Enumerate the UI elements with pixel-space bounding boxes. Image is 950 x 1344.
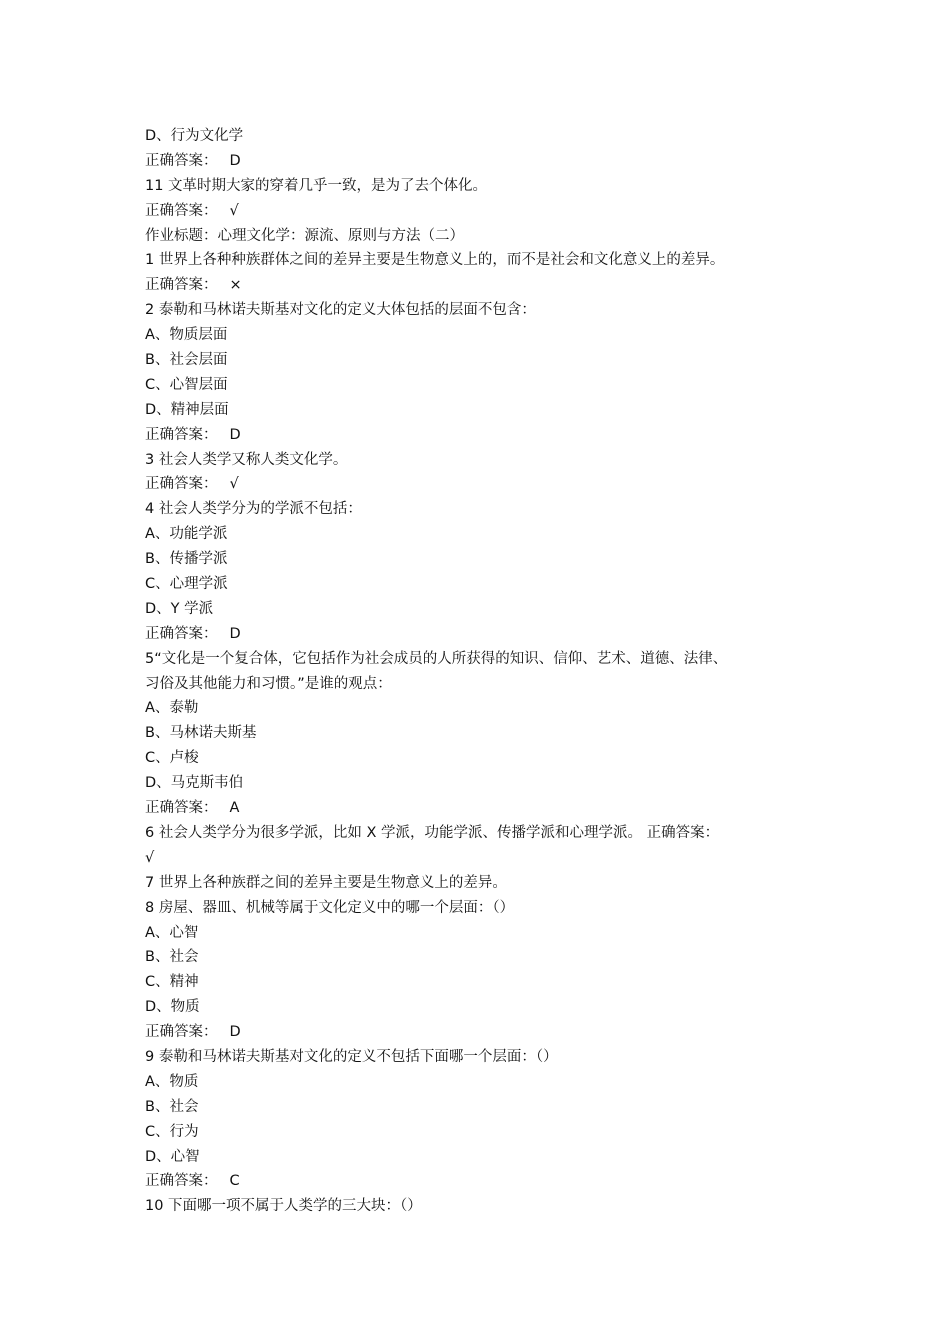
answer-value: C [229, 1173, 240, 1190]
answer-label: 正确答案： [145, 426, 218, 443]
text-line: 作业标题：心理文化学：源流、原则与方法（二） [145, 227, 464, 244]
text-line: A、泰勒 [145, 700, 199, 717]
text-line: 8 房屋、器皿、机械等属于文化定义中的哪一个层面：（） [145, 899, 515, 916]
text-line: C、行为 [145, 1123, 199, 1140]
answer-line [145, 273, 835, 298]
text-line: D、物质 [145, 999, 200, 1016]
text-line: C、心智层面 [145, 376, 228, 393]
text-line: 4 社会人类学分为的学派不包括： [145, 501, 362, 518]
text-line: D、Y 学派 [145, 600, 214, 617]
text-line: 2 泰勒和马林诺夫斯基对文化的定义大体包括的层面不包含： [145, 302, 536, 319]
answer-value: D [229, 426, 241, 443]
text-line: A、功能学派 [145, 526, 228, 543]
answer-value: √ [229, 476, 239, 493]
text-line: 10 下面哪一项不属于人类学的三大块：（） [145, 1198, 422, 1215]
text-line: 7 世界上各种族群之间的差异主要是生物意义上的差异。 [145, 874, 507, 891]
answer-value: A [229, 800, 240, 817]
answer-label: 正确答案： [145, 277, 218, 294]
text-line: √ [145, 849, 155, 866]
text-line: 11 文革时期大家的穿着几乎一致，是为了去个体化。 [145, 177, 488, 194]
answer-line [145, 1020, 835, 1045]
text-line: 9 泰勒和马林诺夫斯基对文化的定义不包括下面哪一个层面：（） [145, 1048, 558, 1065]
text-line: B、马林诺夫斯基 [145, 725, 257, 742]
text-line: D、精神层面 [145, 401, 229, 418]
document-body [145, 124, 835, 1219]
answer-label: 正确答案： [145, 202, 218, 219]
text-line: 3 社会人类学又称人类文化学。 [145, 451, 348, 468]
text-line: C、卢梭 [145, 750, 199, 767]
answer-value: × [229, 277, 242, 294]
answer-label: 正确答案： [145, 152, 218, 169]
answer-label: 正确答案： [145, 800, 218, 817]
answer-line [145, 149, 835, 174]
text-line: 习俗及其他能力和习惯。”是谁的观点： [145, 675, 392, 692]
answer-line [145, 472, 835, 497]
text-line: D、行为文化学 [145, 128, 244, 144]
text-line: B、社会 [145, 949, 199, 966]
text-line: D、马克斯韦伯 [145, 775, 244, 792]
text-line: A、物质层面 [145, 327, 228, 344]
text-line: D、心智 [145, 1148, 200, 1165]
text-line: B、传播学派 [145, 551, 228, 568]
answer-line [145, 1169, 835, 1194]
answer-value: D [229, 152, 241, 169]
answer-value: √ [229, 202, 239, 219]
answer-value: D [229, 1024, 241, 1041]
text-line: 1 世界上各种种族群体之间的差异主要是生物意义上的，而不是社会和文化意义上的差异。 [145, 252, 725, 269]
text-line: A、物质 [145, 1073, 199, 1090]
answer-line [145, 423, 835, 448]
text-line: 6 社会人类学分为很多学派，比如 X 学派，功能学派、传播学派和心理学派。 正确答案： [145, 824, 720, 841]
text-line: C、精神 [145, 974, 199, 991]
text-line: B、社会层面 [145, 352, 228, 369]
answer-line [145, 199, 835, 224]
text-line: B、社会 [145, 1098, 199, 1115]
text-line: C、心理学派 [145, 576, 228, 593]
answer-label: 正确答案： [145, 1173, 218, 1190]
answer-line [145, 622, 835, 647]
answer-label: 正确答案： [145, 625, 218, 642]
text-line: A、心智 [145, 924, 199, 941]
answer-label: 正确答案： [145, 1024, 218, 1041]
text-line: 5“文化是一个复合体，它包括作为社会成员的人所获得的知识、信仰、艺术、道德、法律、 [145, 650, 728, 667]
answer-value: D [229, 625, 241, 642]
answer-label: 正确答案： [145, 476, 218, 493]
answer-line [145, 796, 835, 821]
